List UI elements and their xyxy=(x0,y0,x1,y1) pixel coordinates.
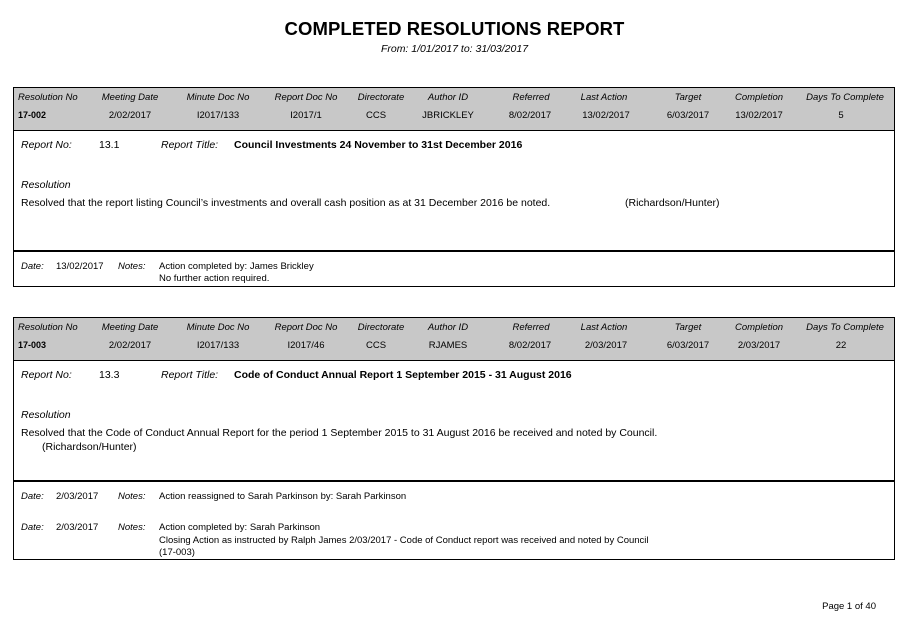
author-id: JBRICKLEY xyxy=(422,110,474,121)
note-line: No further action required. xyxy=(159,273,270,284)
referred-date: 8/02/2017 xyxy=(508,340,552,351)
meeting-date: 2/02/2017 xyxy=(108,340,152,351)
date-label: Date: xyxy=(21,261,44,272)
action-date: 2/03/2017 xyxy=(56,522,99,533)
completion-date: 2/03/2017 xyxy=(737,340,781,351)
directorate: CCS xyxy=(365,340,387,351)
col-header-author-id: Author ID xyxy=(427,92,469,103)
col-header-referred: Referred xyxy=(512,92,550,103)
notes-label: Notes: xyxy=(118,261,146,272)
target-date: 6/03/2017 xyxy=(666,340,710,351)
directorate: CCS xyxy=(365,110,387,121)
report-title: COMPLETED RESOLUTIONS REPORT xyxy=(284,18,625,39)
resolution-text: Resolved that the Code of Conduct Annual Report for the period 1 September 2015 to 31 August 2016 be received and noted by Council. xyxy=(21,427,658,439)
resolution-text: Resolved that the report listing Council’s investments and overall cash position as at 31 December 2016 be noted. xyxy=(21,197,551,209)
movers: (Richardson/Hunter) xyxy=(42,441,137,453)
record-header xyxy=(13,87,895,131)
col-header-completion: Completion xyxy=(734,92,784,103)
resolution-no: 17-002 xyxy=(18,110,47,120)
target-date: 6/03/2017 xyxy=(666,110,710,121)
date-label: Date: xyxy=(21,491,44,502)
action-date: 2/03/2017 xyxy=(56,491,99,502)
report-title-label: Report Title: xyxy=(161,369,219,381)
report-doc-no: I2017/46 xyxy=(287,340,325,351)
days-to-complete: 22 xyxy=(835,340,847,351)
col-header-minute-doc-no: Minute Doc No xyxy=(186,322,250,333)
col-header-report-doc-no: Report Doc No xyxy=(274,92,338,103)
resolution-no: 17-003 xyxy=(18,340,47,350)
note-line: (17-003) xyxy=(159,547,195,558)
col-header-target: Target xyxy=(674,322,702,333)
report-no: 13.3 xyxy=(99,369,120,381)
report-title-label: Report Title: xyxy=(161,139,219,151)
report-no: 13.1 xyxy=(99,139,120,151)
report-title-value: Council Investments 24 November to 31st December 2016 xyxy=(234,139,523,151)
report-no-label: Report No: xyxy=(21,369,72,381)
col-header-author-id: Author ID xyxy=(427,322,469,333)
note-line: Closing Action as instructed by Ralph James 2/03/2017 - Code of Conduct report was received and noted by Council xyxy=(159,535,649,546)
col-header-days-to-complete: Days To Complete xyxy=(806,322,884,333)
resolution-label: Resolution xyxy=(21,179,71,191)
notes-label: Notes: xyxy=(118,491,146,502)
last-action-date: 13/02/2017 xyxy=(582,110,630,121)
col-header-minute-doc-no: Minute Doc No xyxy=(186,92,250,103)
col-header-target: Target xyxy=(674,92,702,103)
report-no-label: Report No: xyxy=(21,139,72,151)
col-header-completion: Completion xyxy=(734,322,784,333)
completion-date: 13/02/2017 xyxy=(735,110,783,121)
referred-date: 8/02/2017 xyxy=(508,110,552,121)
days-to-complete: 5 xyxy=(838,110,844,121)
col-header-directorate: Directorate xyxy=(357,92,405,103)
notes-label: Notes: xyxy=(118,522,146,533)
resolution-label: Resolution xyxy=(21,409,71,421)
movers: (Richardson/Hunter) xyxy=(625,197,720,209)
col-header-last-action: Last Action xyxy=(580,322,628,333)
col-header-directorate: Directorate xyxy=(357,322,405,333)
last-action-date: 2/03/2017 xyxy=(584,340,628,351)
col-header-meeting-date: Meeting Date xyxy=(101,92,159,103)
note-line: Action reassigned to Sarah Parkinson by: Sarah Parkinson xyxy=(159,491,407,502)
record-header xyxy=(13,317,895,361)
col-header-report-doc-no: Report Doc No xyxy=(274,322,338,333)
report-title-value: Code of Conduct Annual Report 1 September 2015 - 31 August 2016 xyxy=(234,369,572,381)
action-notes xyxy=(13,251,895,287)
report-doc-no: I2017/1 xyxy=(290,110,322,121)
note-line: Action completed by: James Brickley xyxy=(159,261,314,272)
col-header-days-to-complete: Days To Complete xyxy=(806,92,884,103)
date-label: Date: xyxy=(21,522,44,533)
meeting-date: 2/02/2017 xyxy=(108,110,152,121)
minute-doc-no: I2017/133 xyxy=(196,110,240,121)
col-header-resolution-no: Resolution No xyxy=(18,322,78,333)
col-header-meeting-date: Meeting Date xyxy=(101,322,159,333)
note-line: Action completed by: Sarah Parkinson xyxy=(159,522,321,533)
action-notes xyxy=(13,481,895,560)
report-date-range: From: 1/01/2017 to: 31/03/2017 xyxy=(380,43,529,55)
col-header-last-action: Last Action xyxy=(580,92,628,103)
action-date: 13/02/2017 xyxy=(56,261,104,272)
record-detail xyxy=(13,130,895,251)
page-number: Page 1 of 40 xyxy=(822,601,876,612)
minute-doc-no: I2017/133 xyxy=(196,340,240,351)
record-detail xyxy=(13,360,895,481)
col-header-referred: Referred xyxy=(512,322,550,333)
col-header-resolution-no: Resolution No xyxy=(18,92,78,103)
author-id: RJAMES xyxy=(428,340,468,351)
